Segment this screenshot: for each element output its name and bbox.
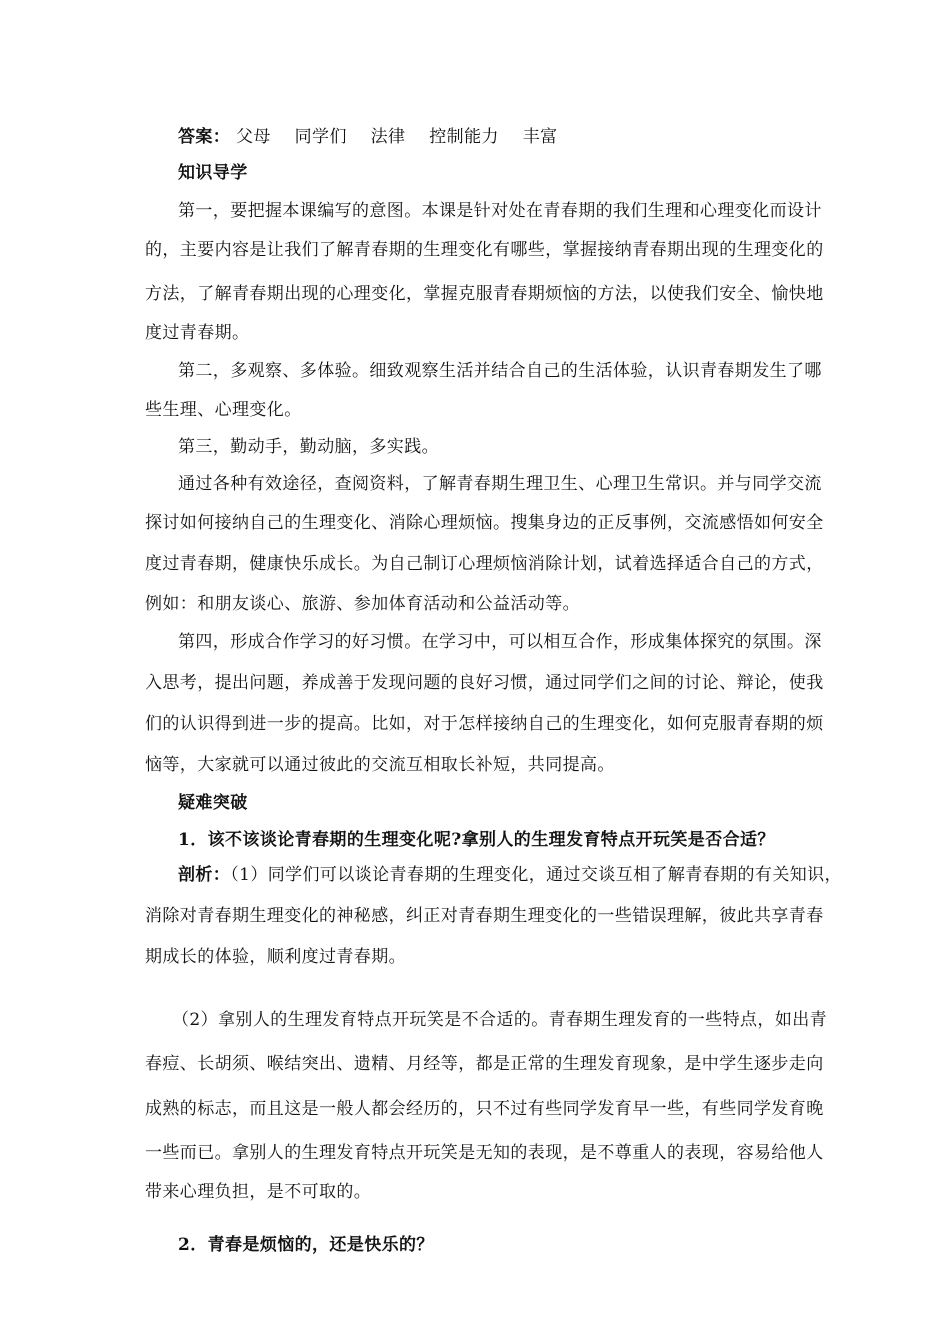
answer-item: 同学们: [294, 127, 347, 147]
answer-label: 答案：: [178, 127, 231, 147]
paragraph-line: 度过青春期，健康快乐成长。为自己制订心理烦恼消除计划，试着选择适合自己的方式，: [145, 554, 824, 574]
paragraph-line: 第四，形成合作学习的好习惯。在学习中，可以相互合作，形成集体探究的氛围。深: [178, 632, 822, 652]
paragraph-line: 方法，了解青春期出现的心理变化，掌握克服青春期烦恼的方法，以使我们安全、愉快地: [145, 284, 824, 304]
paragraph-line: 第二，多观察、多体验。细致观察生活并结合自己的生活体验，认识青春期发生了哪: [178, 361, 822, 381]
answer-item: 父母: [236, 127, 271, 147]
paragraph-line: 期成长的体验，顺利度过青春期。: [145, 947, 406, 967]
paragraph-line: 们的认识得到进一步的提高。比如，对于怎样接纳自己的生理变化，如何克服青春期的烦: [145, 714, 824, 734]
paragraph-line: 探讨如何接纳自己的生理变化、消除心理烦恼。搜集身边的正反事例，交流感悟如何安全: [145, 513, 824, 533]
paragraph-line: 的，主要内容是让我们了解青春期的生理变化有哪些，掌握接纳青春期出现的生理变化的: [145, 240, 824, 260]
analysis-line: [178, 864, 842, 886]
paragraph-line: 入思考，提出问题，养成善于发现问题的良好习惯，通过同学们之间的讨论、辩论，使我: [145, 673, 824, 693]
paragraph-line: 消除对青春期生理变化的神秘感，纠正对青春期生理变化的一些错误理解，彼此共享青春: [145, 906, 824, 926]
paragraph-line: 一些而已。拿别人的生理发育特点开玩笑是无知的表现，是不尊重人的表现，容易给他人: [145, 1143, 824, 1163]
question-line: 1．该不该谈论青春期的生理变化呢?拿别人的生理发育特点开玩笑是否合适？: [178, 830, 775, 850]
paragraph-line: （2）拿别人的生理发育特点开玩笑是不合适的。青春期生理发育的一些特点，如出青: [172, 1010, 828, 1030]
question-line: 2．青春是烦恼的，还是快乐的？: [178, 1235, 434, 1255]
section-heading: 知识导学: [178, 163, 248, 183]
analysis-text: （1）同学们可以谈论青春期的生理变化，通过交谈互相了解青春期的有关知识，: [230, 865, 842, 885]
answer-item: 控制能力: [429, 127, 499, 147]
section-heading: 疑难突破: [178, 793, 248, 813]
paragraph-line: 些生理、心理变化。: [145, 400, 302, 420]
answer-item: 丰富: [522, 127, 558, 147]
paragraph-line: 通过各种有效途径，查阅资料，了解青春期生理卫生、心理卫生常识。并与同学交流: [178, 474, 822, 494]
paragraph-line: 带来心理负担，是不可取的。: [145, 1182, 372, 1202]
paragraph-line: 第一，要把握本课编写的意图。本课是针对处在青春期的我们生理和心理变化而设计: [178, 201, 822, 221]
analysis-label: 剖析：: [178, 865, 231, 885]
paragraph-line: 例如：和朋友谈心、旅游、参加体育活动和公益活动等。: [145, 594, 580, 614]
answer-item: 法律: [370, 127, 406, 147]
paragraph-line: 度过青春期。: [145, 323, 250, 343]
answer-line: [178, 126, 576, 148]
paragraph-line: 恼等，大家就可以通过彼此的交流互相取长补短，共同提高。: [145, 755, 615, 775]
paragraph-line: 成熟的标志，而且这是一般人都会经历的，只不过有些同学发育早一些，有些同学发育晚: [145, 1099, 824, 1119]
paragraph-line: 第三，勤动手，勤动脑，多实践。: [178, 437, 439, 457]
paragraph-line: 春痘、长胡须、喉结突出、遗精、月经等，都是正常的生理发育现象，是中学生逐步走向: [145, 1054, 824, 1074]
